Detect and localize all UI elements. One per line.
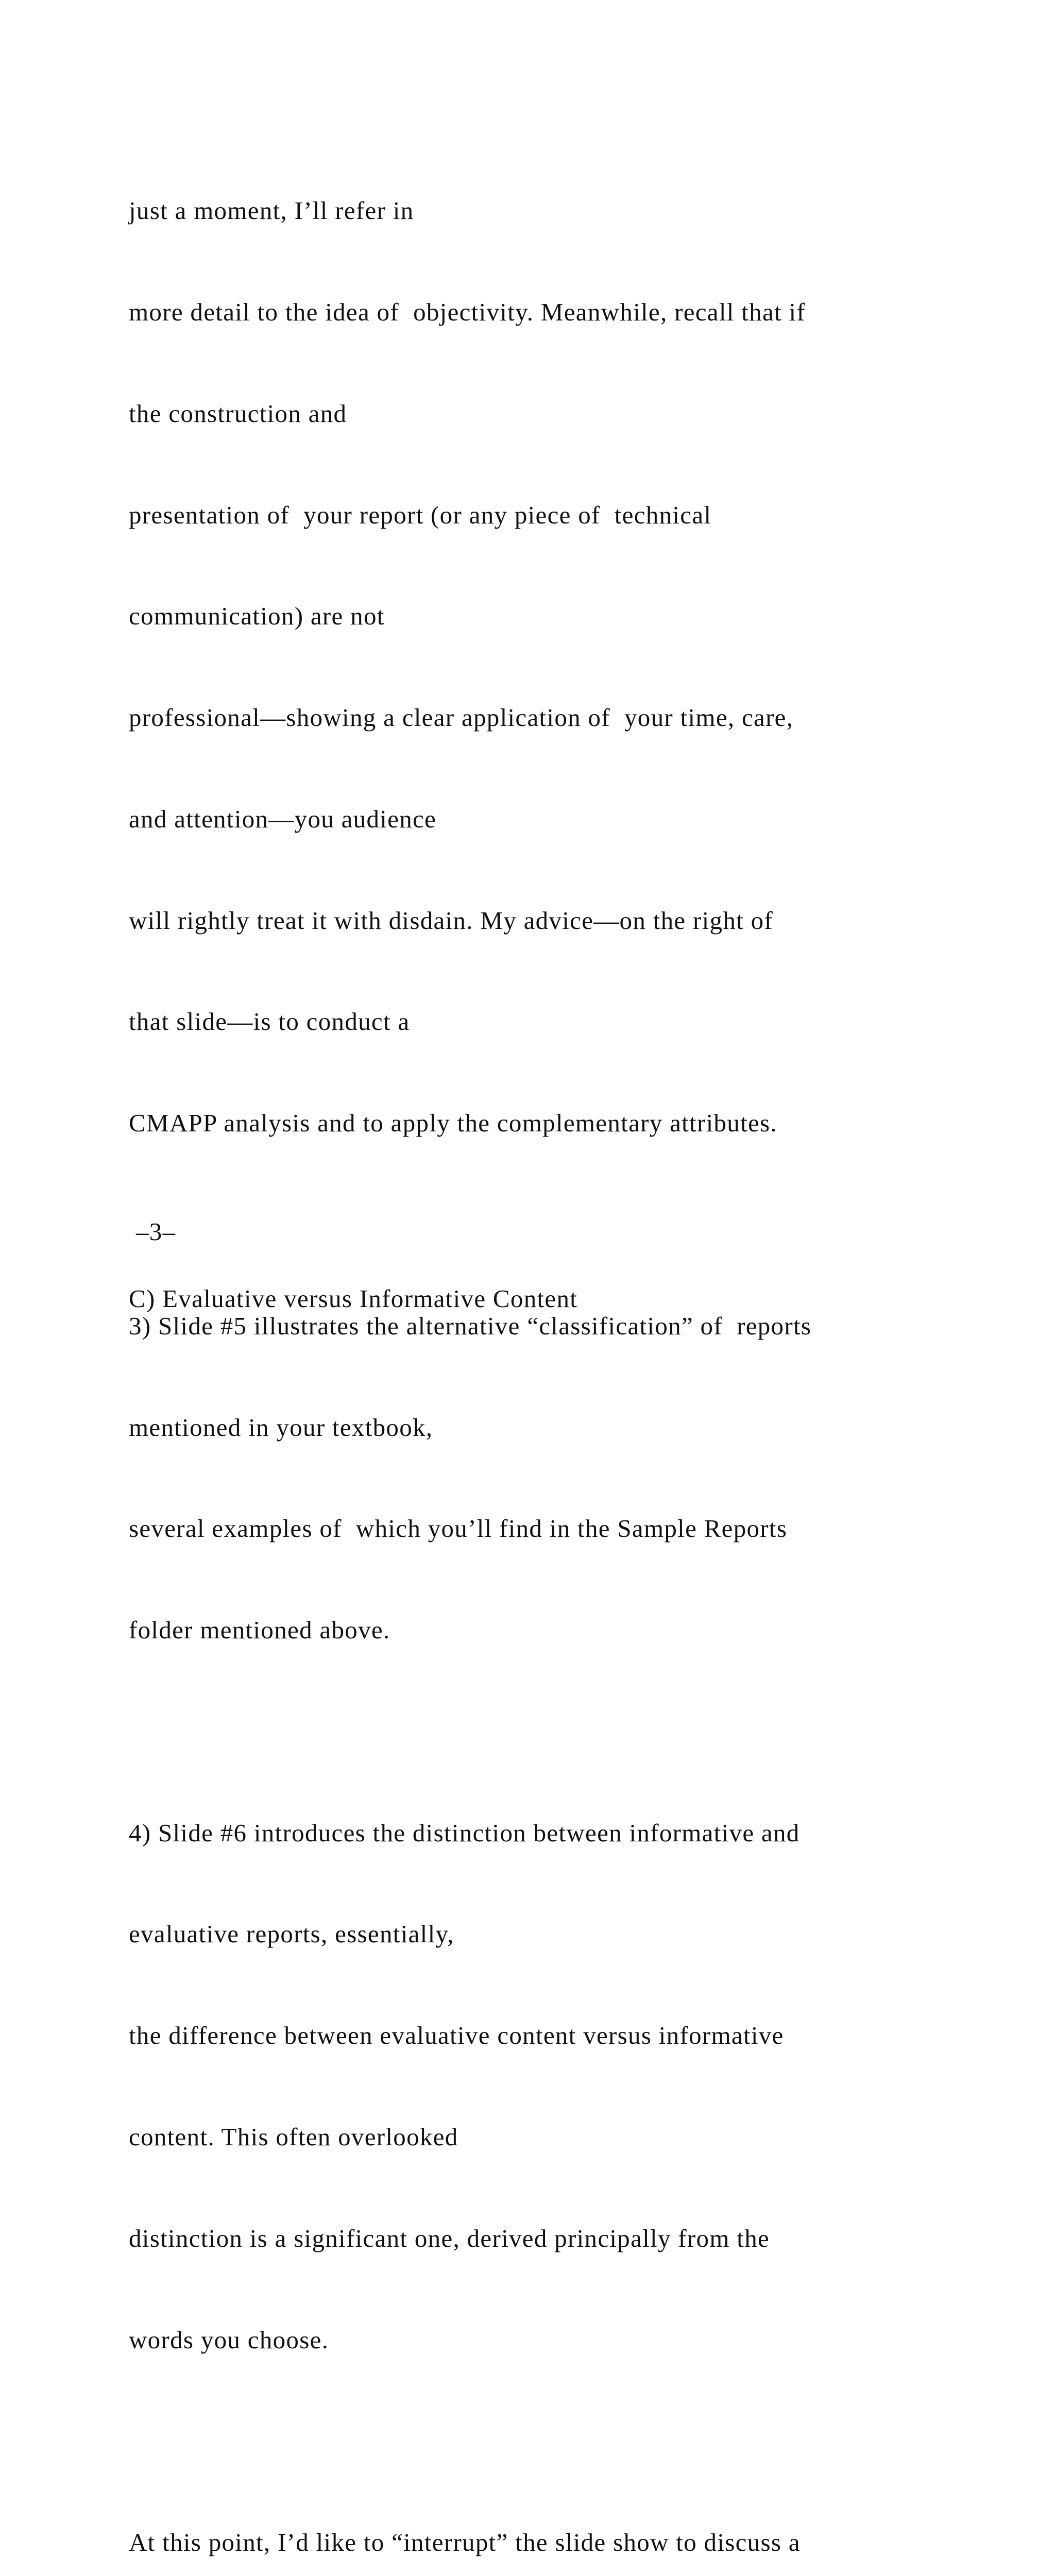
text-line: folder mentioned above. [129, 1616, 390, 1645]
text-line: and attention—you audience [129, 804, 437, 833]
text-line: the difference between evaluative content versus informative [129, 2021, 784, 2050]
text-line: will rightly treat it with disdain. My advice—on the right of [129, 906, 774, 935]
section-heading: C) Evaluative versus Informative Content [129, 1284, 578, 1313]
text-line: evaluative reports, essentially, [129, 1920, 454, 1948]
text-line: that slide—is to conduct a [129, 1007, 410, 1036]
blank-line [129, 1208, 1015, 1242]
text-line: presentation of your report (or any piece of technical [129, 500, 712, 529]
text-line: mentioned in your textbook, [129, 1413, 433, 1442]
text-line: distinction is a significant one, derived principally from the [129, 2224, 770, 2252]
text-line: the construction and [129, 399, 347, 428]
text-line: words you choose. [129, 2325, 329, 2354]
page-number: –3– [136, 1217, 176, 1246]
blank-line [129, 1715, 1015, 1749]
text-line: CMAPP analysis and to apply the complementary attributes. [129, 1109, 777, 1138]
text-line: communication) are not [129, 602, 385, 631]
text-line: more detail to the idea of objectivity. Meanwhile, recall that if [129, 297, 806, 326]
blank-line [129, 2424, 1015, 2458]
text-line: just a moment, I’ll refer in [129, 196, 414, 225]
text-line: 3) Slide #5 illustrates the alternative “classification” of reports [129, 1311, 812, 1340]
text-line: 4) Slide #6 introduces the distinction between informative and [129, 1818, 800, 1847]
body-text [129, 126, 1015, 2576]
text-line: several examples of which you’ll find in the Sample Reports [129, 1514, 788, 1543]
text-line: At this point, I’d like to “interrupt” the slide show to discuss a [129, 2528, 801, 2557]
text-line: professional—showing a clear application of your time, care, [129, 703, 794, 732]
text-line: content. This often overlooked [129, 2123, 458, 2151]
